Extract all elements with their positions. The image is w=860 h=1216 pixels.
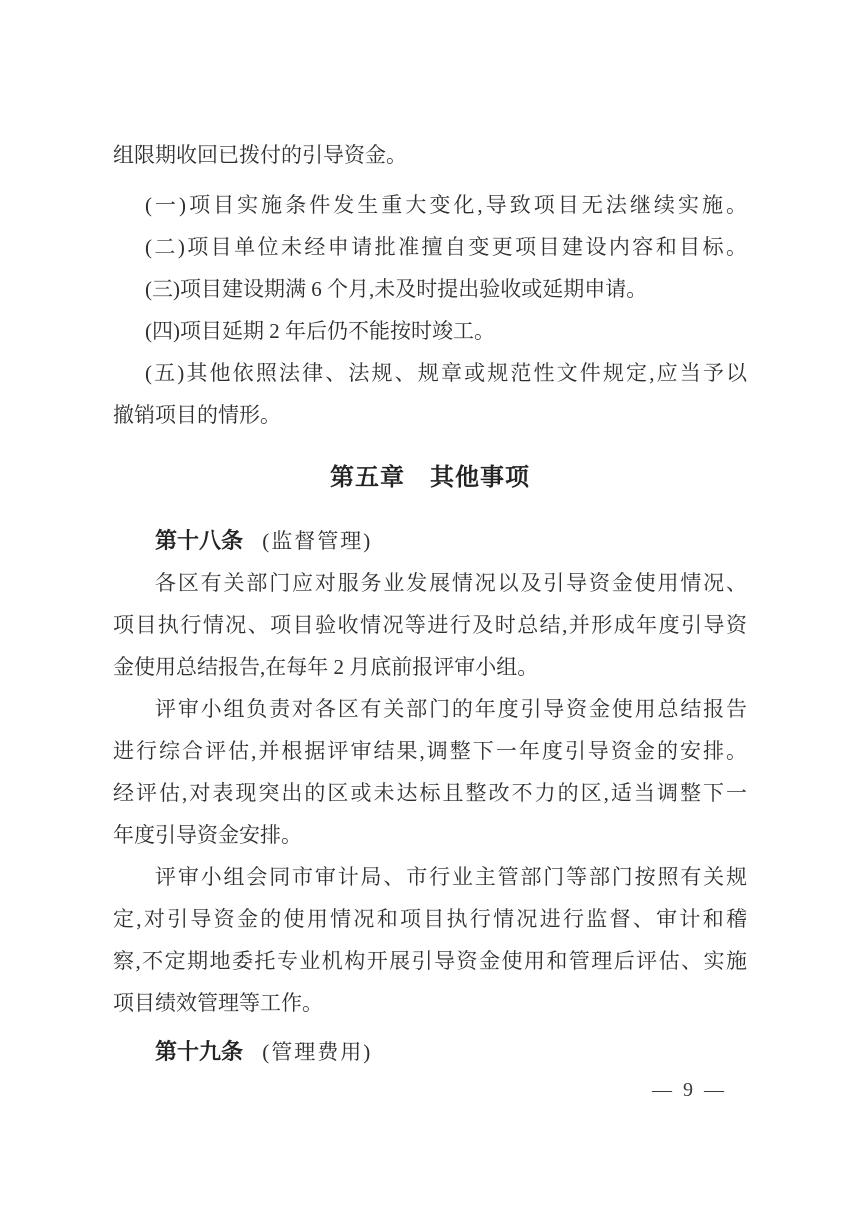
list-item-5-line-1: (五)其他依照法律、法规、规章或规范性文件规定,应当予以	[145, 361, 747, 385]
paragraph-line: 金使用总结报告,在每年 2 月底前报评审小组。	[113, 655, 539, 679]
list-item-1: (一)项目实施条件发生重大变化,导致项目无法继续实施。	[145, 193, 747, 217]
article-18-heading	[113, 520, 747, 562]
article-19-title: (管理费用)	[262, 1040, 373, 1064]
paragraph-line: 定,对引导资金的使用情况和项目执行情况进行监督、审计和稽	[113, 907, 747, 931]
continuation-line: 组限期收回已拨付的引导资金。	[113, 143, 407, 167]
list-item-2: (二)项目单位未经申请批准擅自变更项目建设内容和目标。	[145, 235, 747, 259]
list-item-3: (三)项目建设期满 6 个月,未及时提出验收或延期申请。	[145, 277, 648, 301]
article-19-heading	[113, 1031, 747, 1073]
article-18-label: 第十八条	[155, 528, 244, 553]
list-item-5-line-2: 撤销项目的情形。	[113, 403, 281, 427]
paragraph-line: 评审小组会同市审计局、市行业主管部门等部门按照有关规	[155, 865, 747, 889]
paragraph-line: 各区有关部门应对服务业发展情况以及引导资金使用情况、	[155, 571, 747, 595]
paragraph-line: 项目绩效管理等工作。	[113, 991, 323, 1015]
document-body	[113, 134, 747, 1073]
chapter-heading: 第五章 其他事项	[330, 464, 530, 491]
paragraph-line: 评审小组负责对各区有关部门的年度引导资金使用总结报告	[155, 697, 747, 721]
list-item-4: (四)项目延期 2 年后仍不能按时竣工。	[145, 319, 495, 343]
paragraph-line: 项目执行情况、项目验收情况等进行及时总结,并形成年度引导资	[113, 613, 747, 637]
article-18-title: (监督管理)	[262, 529, 373, 553]
paragraph-line: 年度引导资金安排。	[113, 823, 302, 847]
article-19-label: 第十九条	[155, 1039, 244, 1064]
paragraph-line: 进行综合评估,并根据评审结果,调整下一年度引导资金的安排。	[113, 739, 747, 763]
page-number: — 9 —	[652, 1079, 727, 1101]
paragraph-line: 经评估,对表现突出的区或未达标且整改不力的区,适当调整下一	[113, 781, 747, 805]
paragraph-line: 察,不定期地委托专业机构开展引导资金使用和管理后评估、实施	[113, 949, 747, 973]
